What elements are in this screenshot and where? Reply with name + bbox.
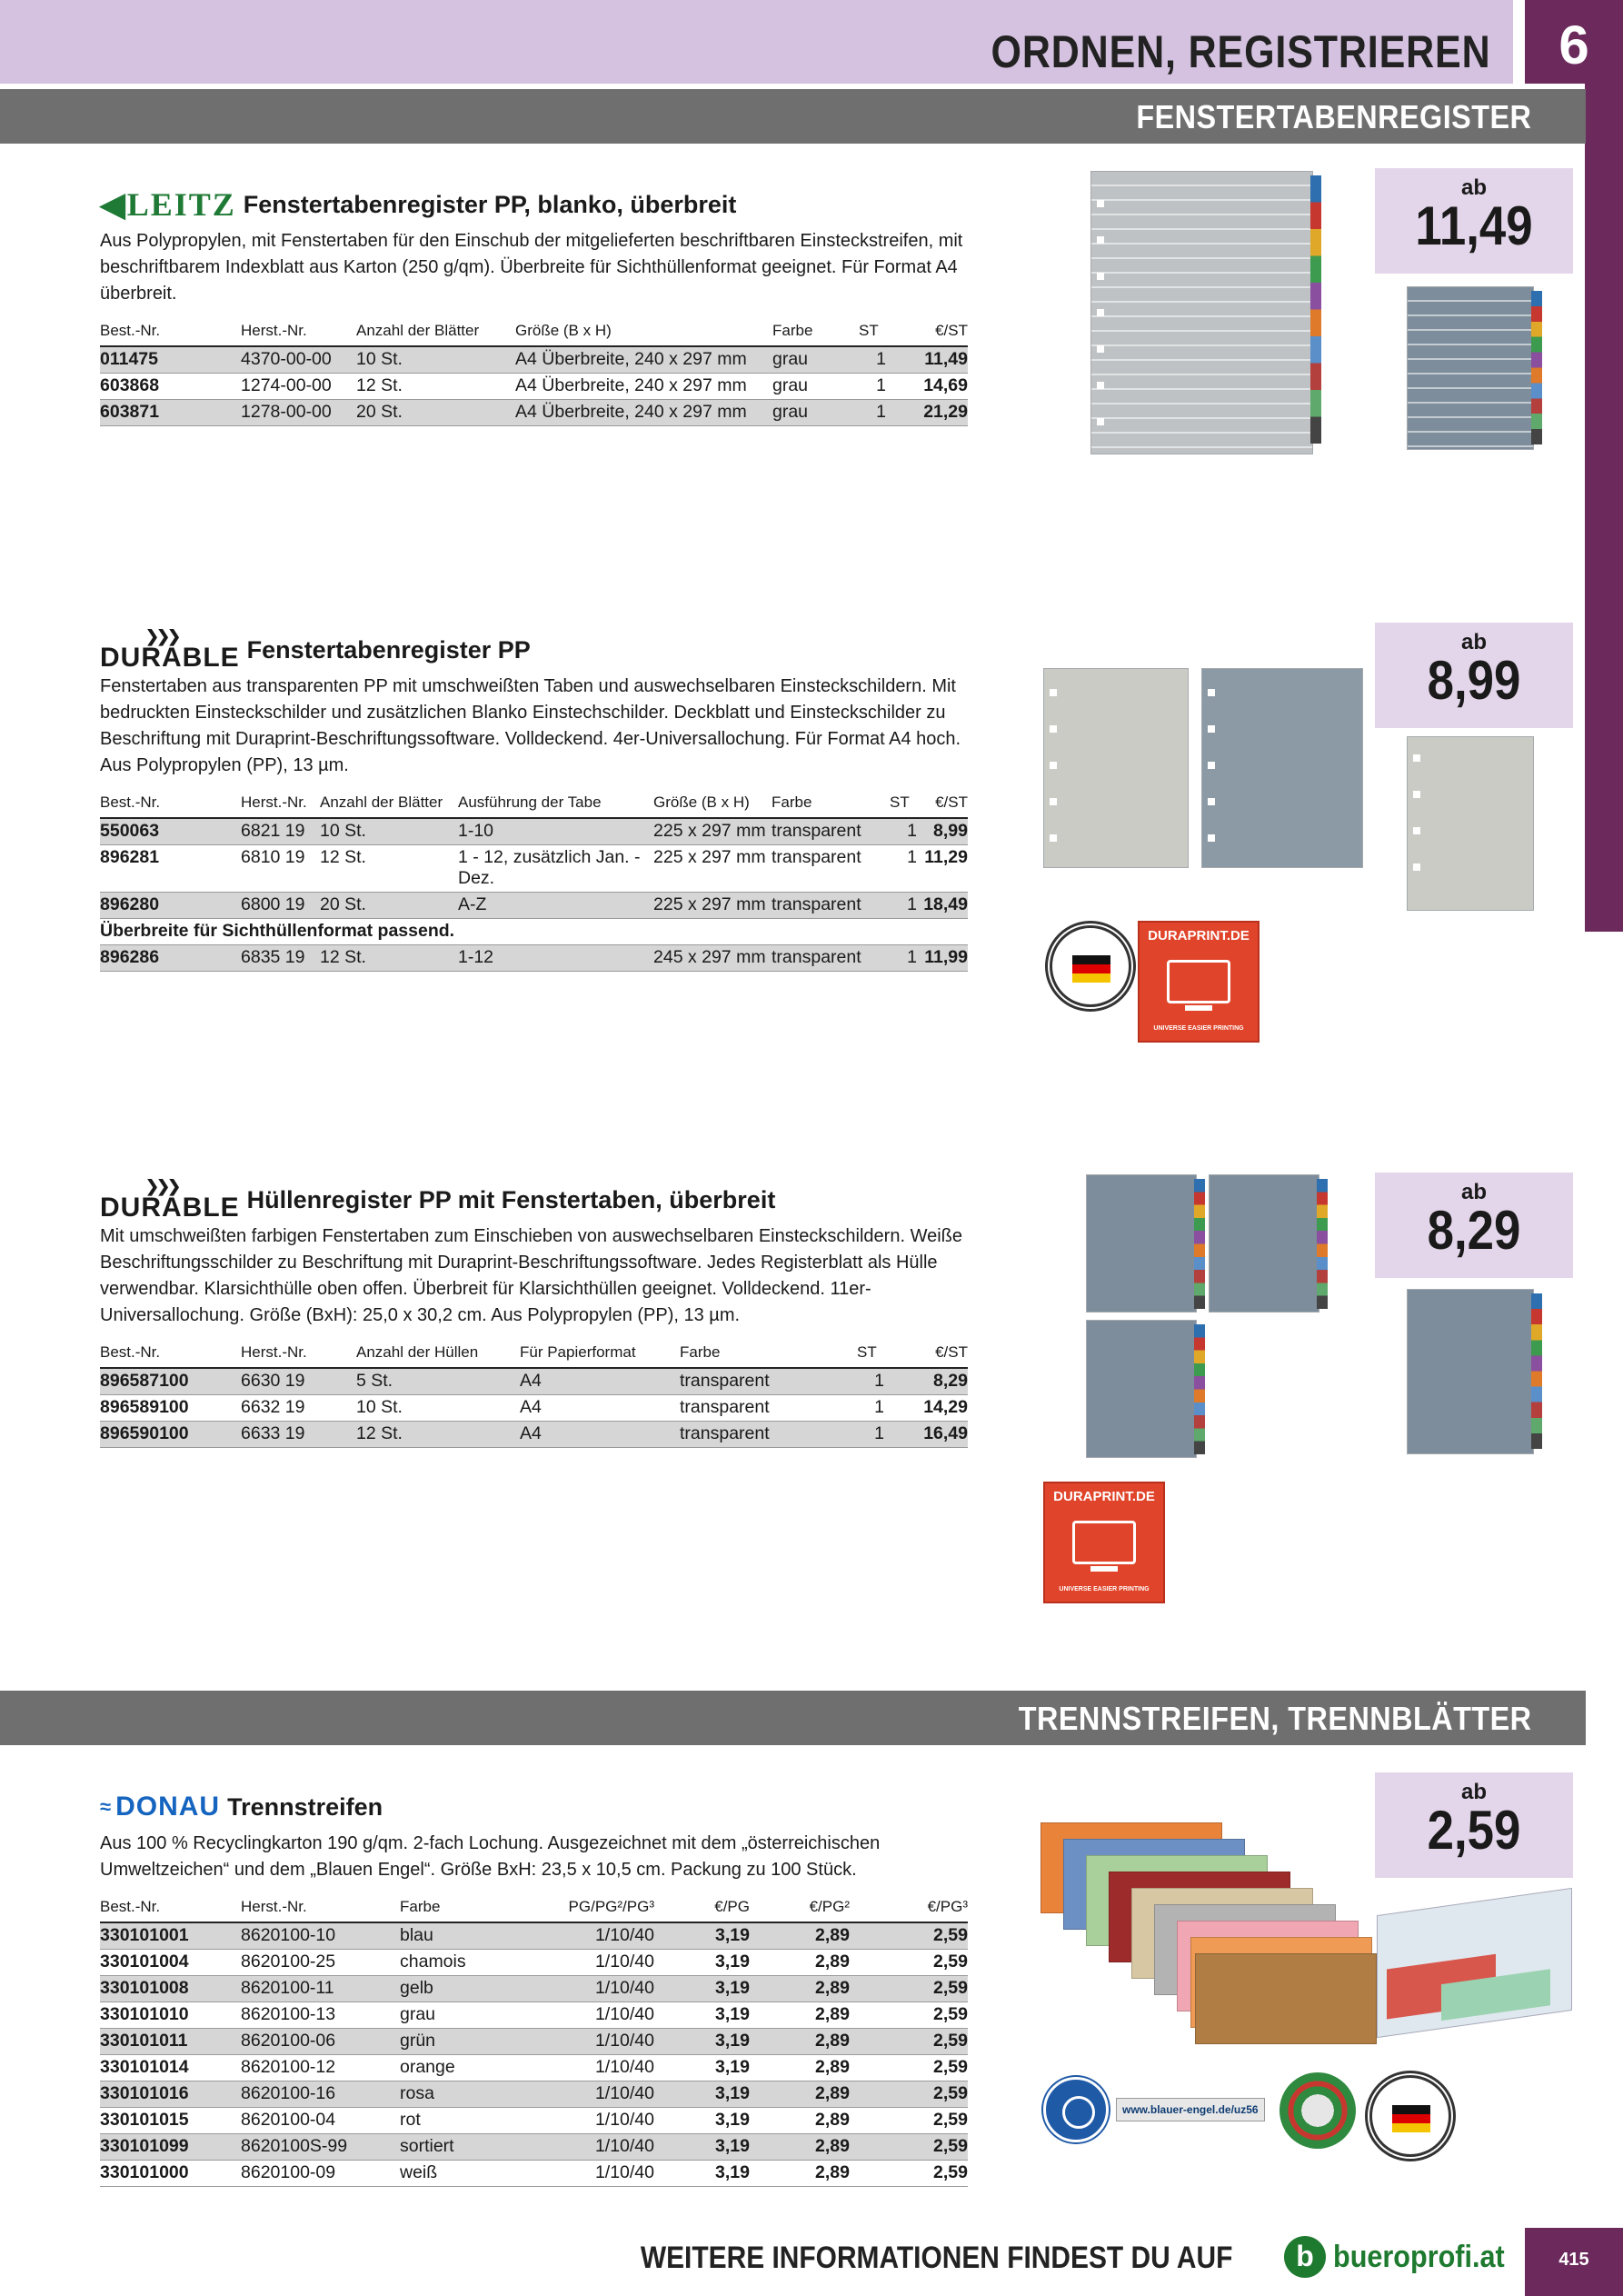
product-title: Hüllenregister PP mit Fenstertaben, überbreit (246, 1185, 776, 1213)
product-leitz (100, 186, 968, 426)
table-row[interactable] (100, 2161, 968, 2187)
col-header: €/PG² (750, 1896, 850, 1922)
unit: 1 (890, 945, 917, 972)
section-title: TRENNSTREIFEN, TRENNBLÄTTER (1018, 1700, 1531, 1737)
price-pg: 3,19 (654, 2055, 750, 2081)
price-pg3: 2,59 (850, 1922, 968, 1950)
colored-tabs (1310, 175, 1321, 444)
table-row[interactable] (100, 346, 968, 374)
price-pg2: 2,89 (750, 1922, 850, 1950)
brand-name: DONAU (115, 1792, 221, 1822)
order-number: 330101015 (100, 2108, 241, 2134)
strip-brown (1195, 1953, 1377, 2044)
unit: 1 (857, 1368, 884, 1395)
table-note-row (100, 919, 968, 945)
unit: 1 (859, 374, 886, 400)
manufacturer-number: 6632 19 (241, 1395, 356, 1422)
table-row[interactable] (100, 945, 968, 972)
footer-text: WEITERE INFORMATIONEN FINDEST DU AUF (640, 2241, 1232, 2275)
order-number: 330101099 (100, 2134, 241, 2161)
color: transparent (680, 1395, 857, 1422)
order-number: 896280 (100, 893, 241, 919)
table-row[interactable] (100, 1976, 968, 2002)
germany-flag-icon (1392, 2105, 1430, 2132)
price-prefix: ab (1460, 630, 1487, 654)
chevron-icon: ❯❯❯ (145, 627, 179, 645)
price-pg: 3,19 (654, 1976, 750, 2002)
color: transparent (772, 818, 890, 845)
chapter-side-bar (1585, 84, 1623, 932)
table-row[interactable] (100, 400, 968, 426)
price-pg2: 2,89 (750, 2108, 850, 2134)
color: weiß (400, 2161, 554, 2187)
price-prefix: ab (1460, 175, 1487, 200)
colored-tabs (1531, 291, 1542, 444)
product-title: Trennstreifen (227, 1792, 383, 1821)
manufacturer-number: 6630 19 (241, 1368, 356, 1395)
col-header: PG/PG²/PG³ (554, 1896, 654, 1922)
brand-name: DURABLE (100, 1193, 240, 1223)
price-badge (1375, 1173, 1573, 1278)
pack-units: 1/10/40 (554, 2108, 654, 2134)
price-pg3: 2,59 (850, 2081, 968, 2108)
price-pg2: 2,89 (750, 1976, 850, 2002)
product-image-durable-2 (1201, 668, 1363, 868)
manufacturer-number: 6835 19 (241, 945, 320, 972)
price-prefix: ab (1460, 1780, 1487, 1804)
col-header: ST (857, 1342, 884, 1368)
price: 21,29 (886, 400, 968, 426)
tab-type: A-Z (458, 893, 653, 919)
price-pg: 3,19 (654, 2002, 750, 2029)
manufacturer-number: 4370-00-00 (241, 346, 356, 374)
color: transparent (772, 893, 890, 919)
col-header: Farbe (772, 792, 890, 818)
manufacturer-number: 8620100-12 (241, 2055, 400, 2081)
product-description: Mit umschweißten farbigen Fenstertaben zum Einschieben von auswechselbaren Einsteckschildern. Weiße Beschriftungsschilder zu Beschriftung mit Duraprint-Beschriftungssoftware. Jedes Registerblatt als Hülle verwendbar. Klarsichthülle oben offen. Überbreit für Klarsichthüllen geeignet. Volldeckend. 11er- Universallochung. Größe (BxH): 25,0 x 30,2 cm. Aus Polypropylen (PP), 13 µm. (100, 1226, 962, 1325)
order-number: 330101010 (100, 2002, 241, 2029)
color: gelb (400, 1976, 554, 2002)
price-badge (1375, 168, 1573, 274)
punch-holes (1208, 689, 1215, 847)
table-note: Überbreite für Sichthüllenformat passend. (100, 919, 968, 945)
price: 11,99 (917, 945, 968, 972)
price-pg2: 2,89 (750, 2161, 850, 2187)
leitz-logo: ◀ LEITZ (100, 186, 236, 223)
table-row[interactable] (100, 2029, 968, 2055)
color: grün (400, 2029, 554, 2055)
order-number: 330101004 (100, 1950, 241, 1976)
donau-logo (100, 1792, 220, 1822)
order-number: 896589100 (100, 1395, 241, 1422)
order-number: 896281 (100, 845, 241, 893)
table-row[interactable] (100, 818, 968, 845)
color: transparent (680, 1422, 857, 1448)
section-header-fenster (0, 89, 1586, 144)
col-header: €/PG³ (850, 1896, 968, 1922)
price-pg3: 2,59 (850, 2108, 968, 2134)
col-header: €/ST (884, 1342, 968, 1368)
quantity: 12 St. (320, 845, 458, 893)
paper-format: A4 (520, 1422, 680, 1448)
col-header: ST (859, 320, 886, 346)
col-header: Größe (B x H) (515, 320, 772, 346)
duraprint-subtitle: UNIVERSE EASIER PRINTING (1153, 1025, 1244, 1032)
color: grau (772, 400, 859, 426)
col-header: €/PG (654, 1896, 750, 1922)
order-number: 330101011 (100, 2029, 241, 2055)
color: grau (400, 2002, 554, 2029)
duraprint-label: DURAPRINT.DE (1053, 1489, 1155, 1504)
price-pg3: 2,59 (850, 1976, 968, 2002)
eco-url[interactable]: www.blauer-engel.de/uz56 (1116, 2098, 1265, 2121)
manufacturer-number: 8620100-10 (241, 1922, 400, 1950)
price-pg: 3,19 (654, 2029, 750, 2055)
paper-format: A4 (520, 1368, 680, 1395)
col-header: Farbe (400, 1896, 554, 1922)
product-image-huellen-2 (1209, 1174, 1319, 1313)
manufacturer-number: 8620100-06 (241, 2029, 400, 2055)
color: rot (400, 2108, 554, 2134)
made-in-germany-seal (1365, 2071, 1456, 2161)
price-pg: 3,19 (654, 2134, 750, 2161)
col-header: Größe (B x H) (653, 792, 772, 818)
bueroprofi-b-icon: b (1284, 2236, 1326, 2278)
quantity: 12 St. (320, 945, 458, 972)
product-image-trennstreifen (1041, 1822, 1377, 2068)
col-header: Anzahl der Hüllen (356, 1342, 520, 1368)
color: grau (772, 374, 859, 400)
manufacturer-number: 6821 19 (241, 818, 320, 845)
order-number: 330101016 (100, 2081, 241, 2108)
manufacturer-number: 6633 19 (241, 1422, 356, 1448)
monitor-icon (1072, 1521, 1136, 1564)
pack-units: 1/10/40 (554, 1950, 654, 1976)
table-row[interactable] (100, 1395, 968, 1422)
price: 14,29 (884, 1395, 968, 1422)
price-badge (1375, 1772, 1573, 1878)
duraprint-label: DURAPRINT.DE (1148, 928, 1250, 943)
price-pg: 3,19 (654, 2108, 750, 2134)
brand-name: LEITZ (126, 186, 236, 223)
product-image-durable-3 (1407, 736, 1534, 911)
order-number: 896587100 (100, 1368, 241, 1395)
price-amount: 11,49 (1415, 195, 1533, 256)
unit: 1 (890, 845, 917, 893)
blauer-engel-icon (1043, 2077, 1109, 2142)
price-pg2: 2,89 (750, 2081, 850, 2108)
pack-units: 1/10/40 (554, 2002, 654, 2029)
quantity: 10 St. (320, 818, 458, 845)
manufacturer-number: 8620100-11 (241, 1976, 400, 2002)
paper-format: A4 (520, 1395, 680, 1422)
punch-holes (1413, 754, 1420, 893)
unit: 1 (857, 1422, 884, 1448)
table-row[interactable] (100, 1950, 968, 1976)
product-table (100, 1342, 968, 1448)
price-amount: 2,59 (1427, 1800, 1521, 1861)
size: 225 x 297 mm (653, 818, 772, 845)
price-pg3: 2,59 (850, 2134, 968, 2161)
product-image-huellen-3 (1086, 1320, 1197, 1458)
unit: 1 (890, 818, 917, 845)
price-prefix: ab (1460, 1180, 1487, 1204)
col-header: Anzahl der Blätter (356, 320, 515, 346)
colored-tabs (1317, 1179, 1328, 1309)
table-row[interactable] (100, 2134, 968, 2161)
pack-units: 1/10/40 (554, 2161, 654, 2187)
order-number: 896590100 (100, 1422, 241, 1448)
price-pg2: 2,89 (750, 2029, 850, 2055)
color: sortiert (400, 2134, 554, 2161)
unit: 1 (857, 1395, 884, 1422)
pack-units: 1/10/40 (554, 2081, 654, 2108)
manufacturer-number: 8620100-25 (241, 1950, 400, 1976)
product-title: Fenstertabenregister PP, blanko, überbreit (243, 190, 737, 218)
product-table (100, 320, 968, 426)
product-durable-fenster (100, 627, 968, 972)
price-pg: 3,19 (654, 2081, 750, 2108)
color: grau (772, 346, 859, 374)
germany-flag-icon (1072, 955, 1110, 983)
manufacturer-number: 6800 19 (241, 893, 320, 919)
quantity: 10 St. (356, 346, 515, 374)
product-image-durable-1 (1043, 668, 1189, 868)
product-image-trennstreifen-pack (1377, 1888, 1572, 2038)
product-description: Aus Polypropylen, mit Fenstertaben für den Einschub der mitgelieferten beschriftbaren Einsteckstreifen, mit beschriftbarem Indexblatt aus Karton (250 g/qm). Überbreite für Sichthüllenformat geeignet. Für Format A4 überbreit. (100, 231, 963, 304)
chapter-tab[interactable]: 6 (1525, 0, 1623, 84)
table-row[interactable] (100, 1922, 968, 1950)
duraprint-logo (1138, 921, 1260, 1043)
price-pg: 3,19 (654, 1922, 750, 1950)
quantity: 20 St. (356, 400, 515, 426)
manufacturer-number: 1278-00-00 (241, 400, 356, 426)
col-header: Für Papierformat (520, 1342, 680, 1368)
col-header: ST (890, 792, 917, 818)
col-header: €/ST (917, 792, 968, 818)
made-in-germany-seal (1045, 921, 1136, 1012)
order-number: 330101001 (100, 1922, 241, 1950)
product-title: Fenstertabenregister PP (246, 635, 531, 664)
price: 16,49 (884, 1422, 968, 1448)
table-row[interactable] (100, 2108, 968, 2134)
price: 8,29 (884, 1368, 968, 1395)
product-description: Fenstertaben aus transparenten PP mit umschweißten Taben und auswechselbaren Einsteckschildern. Mit bedruckten Einsteckschilder und zusätzlichen Blanko Einstechschilder. Deckblatt und Einsteckschilder zu Beschriftung mit Duraprint-Beschriftungssoftware. Volldeckend. 4er-Universallochung. Für Format A4 hoch. Aus Polypropylen (PP), 13 µm. (100, 676, 961, 775)
punch-holes (1050, 689, 1057, 847)
product-image-leitz-small (1407, 286, 1534, 450)
col-header: Best.-Nr. (100, 1896, 241, 1922)
col-header: Farbe (680, 1342, 857, 1368)
durable-logo (100, 1178, 240, 1222)
table-row[interactable] (100, 845, 968, 893)
price-pg2: 2,89 (750, 2134, 850, 2161)
col-header: Best.-Nr. (100, 792, 241, 818)
quantity: 20 St. (320, 893, 458, 919)
color: orange (400, 2055, 554, 2081)
size: A4 Überbreite, 240 x 297 mm (515, 346, 772, 374)
size: 245 x 297 mm (653, 945, 772, 972)
color: transparent (772, 945, 890, 972)
order-number: 603871 (100, 400, 241, 426)
order-number: 603868 (100, 374, 241, 400)
product-donau-trennstreifen (100, 1789, 968, 2187)
size: A4 Überbreite, 240 x 297 mm (515, 374, 772, 400)
color: blau (400, 1922, 554, 1950)
price-amount: 8,99 (1427, 650, 1521, 711)
col-header: Ausführung der Tabe (458, 792, 653, 818)
order-number: 330101014 (100, 2055, 241, 2081)
col-header: Herst.-Nr. (241, 1896, 400, 1922)
color: transparent (680, 1368, 857, 1395)
color: transparent (772, 845, 890, 893)
product-durable-huellen (100, 1177, 968, 1448)
manufacturer-number: 8620100-09 (241, 2161, 400, 2187)
price: 18,49 (917, 893, 968, 919)
monitor-stand (1185, 1005, 1212, 1011)
price-pg3: 2,59 (850, 1950, 968, 1976)
price-pg3: 2,59 (850, 2161, 968, 2187)
col-header: Farbe (772, 320, 859, 346)
product-table (100, 792, 968, 972)
price: 8,99 (917, 818, 968, 845)
pack-units: 1/10/40 (554, 2029, 654, 2055)
size: A4 Überbreite, 240 x 297 mm (515, 400, 772, 426)
table-row[interactable] (100, 2081, 968, 2108)
manufacturer-number: 8620100-13 (241, 2002, 400, 2029)
table-row[interactable] (100, 374, 968, 400)
footer-site[interactable]: bueroprofi.at (1333, 2239, 1505, 2274)
col-header: €/ST (886, 320, 968, 346)
price-pg3: 2,59 (850, 2029, 968, 2055)
chevron-icon: ❯❯❯ (145, 1177, 179, 1195)
duraprint-logo (1043, 1482, 1165, 1603)
size: 225 x 297 mm (653, 845, 772, 893)
pack-units: 1/10/40 (554, 1922, 654, 1950)
col-header: Herst.-Nr. (241, 792, 320, 818)
order-number: 330101000 (100, 2161, 241, 2187)
table-row[interactable] (100, 2002, 968, 2029)
duraprint-subtitle: UNIVERSE EASIER PRINTING (1059, 1586, 1150, 1592)
product-table (100, 1896, 968, 2187)
order-number: 550063 (100, 818, 241, 845)
unit: 1 (859, 400, 886, 426)
order-number: 896286 (100, 945, 241, 972)
table-row[interactable] (100, 893, 968, 919)
bueroprofi-logo[interactable] (1284, 2236, 1524, 2278)
pack-units: 1/10/40 (554, 2134, 654, 2161)
pack-units: 1/10/40 (554, 2055, 654, 2081)
price-pg3: 2,59 (850, 2002, 968, 2029)
table-row[interactable] (100, 2055, 968, 2081)
order-number: 330101008 (100, 1976, 241, 2002)
manufacturer-number: 8620100S-99 (241, 2134, 400, 2161)
section-title: FENSTERTABENREGISTER (1135, 98, 1531, 135)
color: chamois (400, 1950, 554, 1976)
price-pg2: 2,89 (750, 2055, 850, 2081)
brand-name: DURABLE (100, 643, 240, 673)
section-header-trenn (0, 1691, 1586, 1745)
monitor-stand (1090, 1566, 1118, 1572)
price: 11,49 (886, 346, 968, 374)
colored-tabs (1194, 1324, 1205, 1454)
table-row[interactable] (100, 1422, 968, 1448)
price: 14,69 (886, 374, 968, 400)
quantity: 5 St. (356, 1368, 520, 1395)
durable-logo (100, 628, 240, 672)
price-amount: 8,29 (1427, 1200, 1521, 1261)
price-pg: 3,19 (654, 1950, 750, 1976)
price-pg: 3,19 (654, 2161, 750, 2187)
col-header: Herst.-Nr. (241, 320, 356, 346)
manufacturer-number: 6810 19 (241, 845, 320, 893)
size: 225 x 297 mm (653, 893, 772, 919)
product-image-huellen-1 (1086, 1174, 1197, 1313)
price-pg2: 2,89 (750, 1950, 850, 1976)
manufacturer-number: 1274-00-00 (241, 374, 356, 400)
manufacturer-number: 8620100-16 (241, 2081, 400, 2108)
quantity: 12 St. (356, 374, 515, 400)
tab-type: 1 - 12, zusätzlich Jan. - Dez. (458, 845, 653, 893)
col-header: Best.-Nr. (100, 320, 241, 346)
punch-holes (1097, 200, 1104, 425)
col-header: Anzahl der Blätter (320, 792, 458, 818)
product-description: Aus 100 % Recyclingkarton 190 g/qm. 2-fach Lochung. Ausgezeichnet mit dem „österreichischen Umweltzeichen“ und dem „Blauen Engel“. Größe BxH: 23,5 x 10,5 cm. Packung zu 100 Stück. (100, 1833, 881, 1880)
price-pg2: 2,89 (750, 2002, 850, 2029)
product-image-huellen-4 (1407, 1289, 1534, 1454)
manufacturer-number: 8620100-04 (241, 2108, 400, 2134)
unit: 1 (890, 893, 917, 919)
colored-tabs (1531, 1293, 1542, 1449)
wave-icon: ≈ (100, 1795, 113, 1818)
austrian-ecolabel-icon (1279, 2072, 1356, 2149)
col-header: Best.-Nr. (100, 1342, 241, 1368)
tab-type: 1-10 (458, 818, 653, 845)
colored-tabs (1194, 1179, 1205, 1309)
quantity: 10 St. (356, 1395, 520, 1422)
unit: 1 (859, 346, 886, 374)
table-row[interactable] (100, 1368, 968, 1395)
product-image-leitz-large (1090, 171, 1313, 454)
page-number: 415 (1525, 2228, 1623, 2296)
page-title: ORDNEN, REGISTRIEREN (991, 26, 1491, 77)
monitor-icon (1167, 960, 1230, 1003)
pack-units: 1/10/40 (554, 1976, 654, 2002)
col-header: Herst.-Nr. (241, 1342, 356, 1368)
quantity: 12 St. (356, 1422, 520, 1448)
color: rosa (400, 2081, 554, 2108)
tab-type: 1-12 (458, 945, 653, 972)
price-pg3: 2,59 (850, 2055, 968, 2081)
order-number: 011475 (100, 346, 241, 374)
price-badge (1375, 623, 1573, 728)
price: 11,29 (917, 845, 968, 893)
